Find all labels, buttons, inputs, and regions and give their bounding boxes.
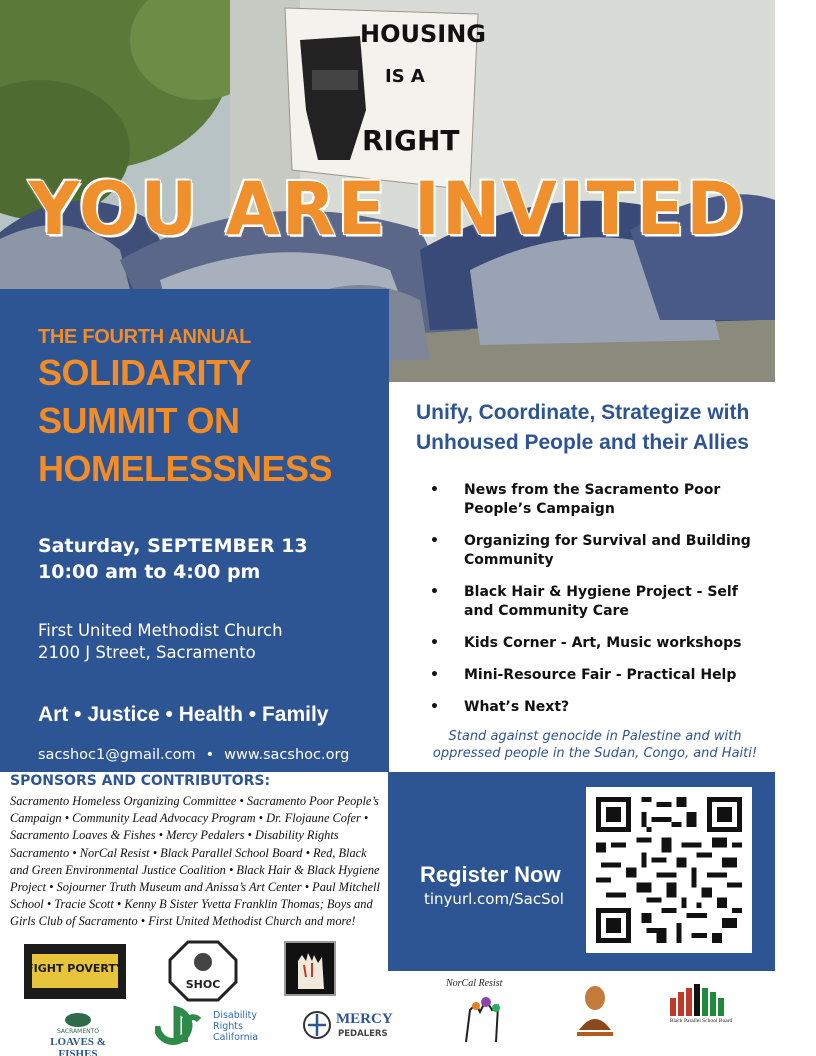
drc-text-2: Rights [213, 1021, 243, 1032]
mercy-text-1: MERCY [336, 1011, 393, 1027]
portrait-icon [573, 980, 617, 1038]
mercy-text-2: PEDALERS [338, 1029, 388, 1039]
drc-mark-icon [155, 1004, 207, 1046]
bpsb-text: Black Parallel School Board [669, 1018, 733, 1024]
raised-hands-icon [286, 943, 334, 994]
event-edition: THE FOURTH ANNUAL [38, 326, 252, 348]
mercy-pedalers-logo [302, 1010, 407, 1044]
qr-code[interactable] [586, 787, 752, 953]
event-title-line-1: SOLIDARITY [38, 352, 252, 393]
agenda-item: • Mini-Resource Fair - Practical Help [428, 666, 768, 685]
agenda-item: • Black Hair & Hygiene Project - Self and Community Care [428, 583, 768, 621]
shoc-octagon-icon [168, 940, 238, 1002]
qr-code-icon [596, 797, 742, 943]
shoc-text: SHOC [185, 978, 221, 991]
loaves-name-text: LOAVES & FISHES [50, 1036, 106, 1056]
raised-fists-icon [446, 990, 518, 1044]
event-title-line-3: HOMELESSNESS [38, 448, 333, 489]
fight-poverty-text: FIGHT POVERTY [26, 962, 124, 975]
contact-separator: • [205, 747, 215, 763]
agenda-item: • News from the Sacramento Poor People’s Campaign [428, 481, 768, 519]
solidarity-statement: Stand against genocide in Palestine and with oppressed people in the Sudan, Congo, and Haiti! [432, 729, 758, 761]
shoc-logo [168, 940, 238, 1002]
agenda-item: • Kids Corner - Art, Music workshops [428, 634, 768, 653]
register-title: Register Now [420, 862, 561, 887]
norcal-text: NorCal Resist [446, 978, 503, 989]
agenda-list [428, 481, 768, 730]
headline-you-are-invited: YOU ARE INVITED [28, 165, 747, 253]
agenda-item: • What’s Next? [428, 698, 768, 717]
banner-line-3: RIGHT [362, 124, 460, 157]
event-time: 10:00 am to 4:00 pm [38, 561, 261, 583]
sponsors-list: Sacramento Homeless Organizing Committee • Sacramento Poor People’s Campaign • Community Lead Advocacy Program • Dr. Flojaune Cofer • Sacramento Loaves & Fishes • Mercy Pedalers • Disability Rights Sacramento • NorCal Resist • Black Parallel School Board • Red, Black and Green Environmental Justice Coalition • Black Hair & Black Hygiene Project • Sojourner Truth Museum and Anissa’s Art Center • Paul Mitchell School • Tracie Scott • Kenny B Sister Yvetta Franklin Thomas; Boys and Girls Club of Sacramento • First United Methodist Church and more! [10, 794, 380, 929]
venue-name: First United Methodist Church [38, 621, 283, 640]
black-parallel-school-board-logo [666, 984, 736, 1034]
venue-address: 2100 J Street, Sacramento [38, 643, 256, 662]
fight-poverty-logo [24, 944, 126, 999]
agenda-heading: Unify, Coordinate, Strategize with Unhoused People and their Allies [416, 401, 750, 454]
disability-rights-logo [155, 1004, 265, 1050]
sponsors-heading: SPONSORS AND CONTRIBUTORS: [10, 773, 271, 789]
loaves-bread-icon [63, 1008, 93, 1028]
banner-line-2: IS A [385, 66, 425, 87]
contact-email[interactable]: sacshoc1@gmail.com [38, 747, 196, 763]
loaves-fishes-logo [30, 1008, 126, 1056]
contact-website[interactable]: www.sacshoc.org [224, 747, 350, 763]
register-url[interactable]: tinyurl.com/SacSol [424, 890, 564, 908]
event-title-line-2: SUMMIT ON [38, 400, 240, 441]
hands-logo [284, 941, 336, 996]
banner-line-1: HOUSING [360, 20, 486, 48]
event-date: Saturday, SEPTEMBER 13 [38, 535, 308, 557]
event-tagline: Art • Justice • Health • Family [38, 703, 329, 726]
bpsb-bars-icon [666, 984, 736, 1016]
sojourner-truth-logo [573, 980, 617, 1038]
mercy-wheel-icon [302, 1010, 332, 1040]
agenda-item: • Organizing for Survival and Building Community [428, 532, 768, 570]
contact-line [38, 747, 349, 763]
drc-text-1: Disability [213, 1010, 258, 1021]
norcal-resist-logo [446, 978, 518, 1044]
drc-text-3: California [213, 1032, 259, 1043]
housing-banner [285, 8, 486, 190]
loaves-top-text: SACRAMENTO [57, 1028, 99, 1035]
